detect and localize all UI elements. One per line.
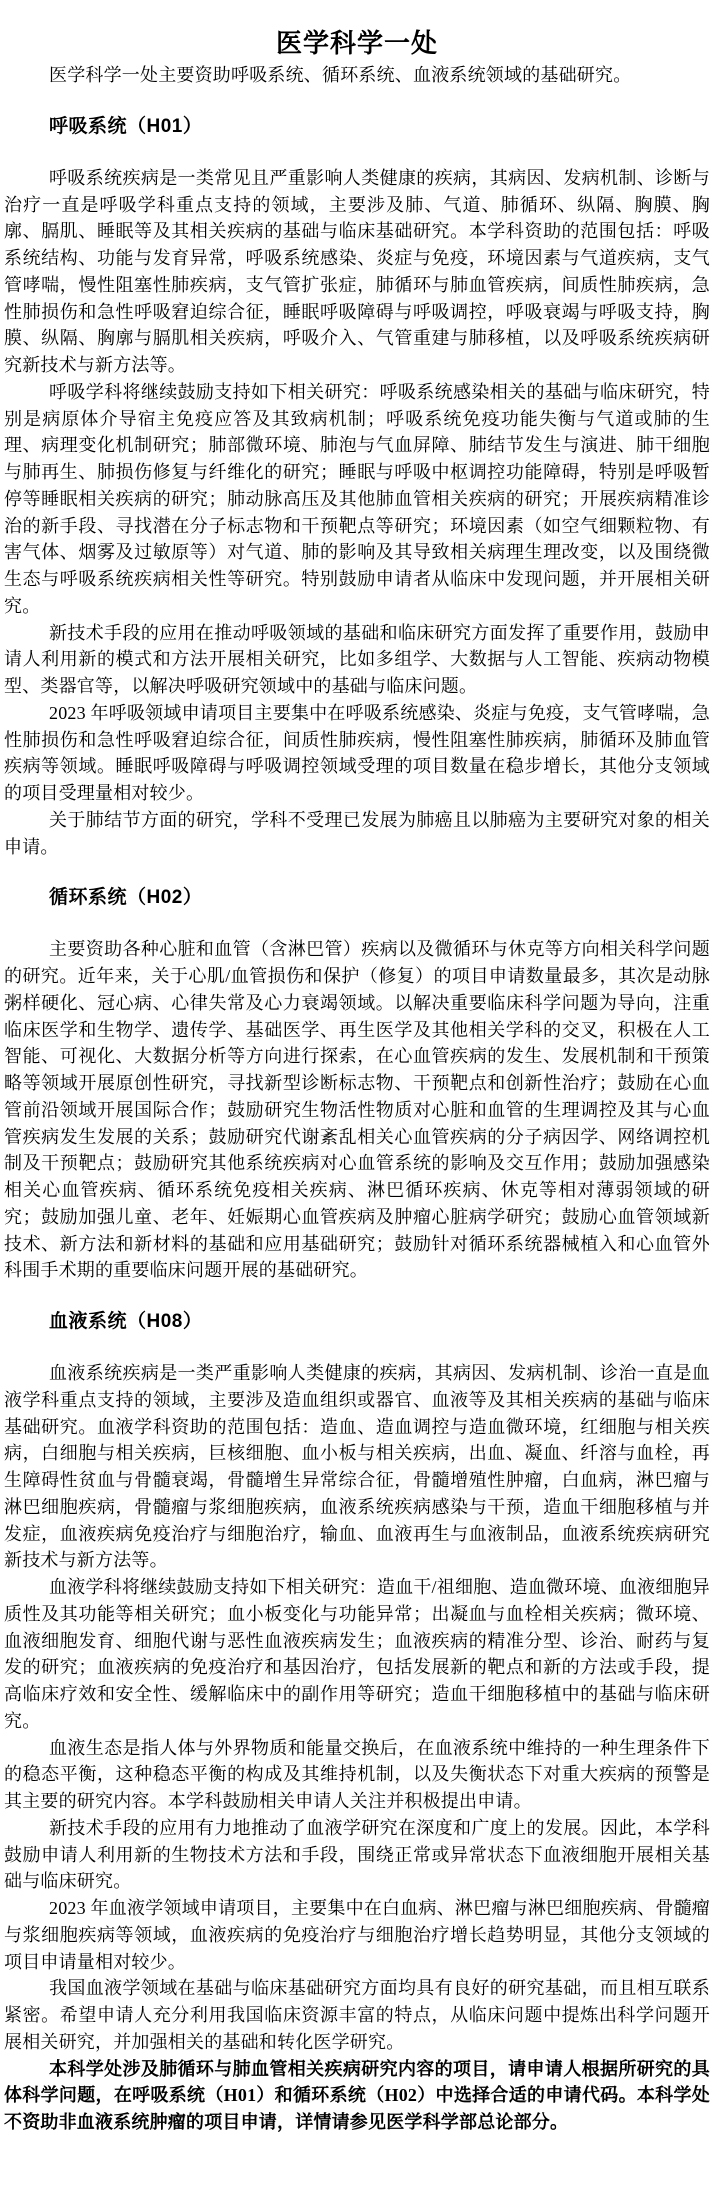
paragraph: 主要资助各种心脏和血管（含淋巴管）疾病以及微循环与休克等方向相关科学问题的研究。近年来，关于心肌/血管损伤和保护（修复）的项目申请数量最多，其次是动脉粥样硬化、冠心病、心律失常及心力衰竭领域。以解决重要临床科学问题为导向，注重临床医学和生物学、遗传学、基础医学、再生医学及其他相关学科的交叉，积极在人工智能、可视化、大数据分析等方向进行探索，在心血管疾病的发生、发展机制和干预策略等领域开展原创性研究，寻找新型诊断标志物、干预靶点和创新性治疗；鼓励在心血管前沿领域开展国际合作；鼓励研究生物活性物质对心脏和血管的生理调控及其与心血管疾病发生发展的关系；鼓励研究代谢紊乱相关心血管疾病的分子病因学、网络调控机制及干预靶点；鼓励研究其他系统疾病对心血管系统的影响及交互作用；鼓励加强感染相关心血管疾病、循环系统免疫相关疾病、淋巴循环疾病、休克等相对薄弱领域的研究；鼓励加强儿童、老年、妊娠期心血管疾病及肿瘤心脏病学研究；鼓励心血管领域新技术、新方法和新材料的基础和应用基础研究；鼓励针对循环系统器械植入和心血管外科围手术期的重要临床问题开展的基础研究。: [4, 939, 710, 1281]
section-heading-blood: 血液系统（H08）: [49, 1311, 203, 1332]
paragraph: 血液系统疾病是一类严重影响人类健康的疾病，其病因、发病机制、诊治一直是血液学科重点支持的领域，主要涉及造血组织或器官、血液等及其相关疾病的基础与临床基础研究。血液学科资助的范围包括：造血、造血调控与造血微环境，红细胞与相关疾病，白细胞与相关疾病，巨核细胞、血小板与相关疾病，出血、凝血、纤溶与血栓，再生障碍性贫血与骨髓衰竭，骨髓增生异常综合征，骨髓增殖性肿瘤，白血病，淋巴瘤与淋巴细胞疾病，骨髓瘤与浆细胞疾病，血液系统疾病感染与干预，造血干细胞移植与并发症，血液疾病免疫治疗与细胞治疗，输血、血液再生与血液制品，血液系统疾病研究新技术与新方法等。: [4, 1363, 710, 1571]
closing-note: 本科学处涉及肺循环与肺血管相关疾病研究内容的项目，请申请人根据所研究的具体科学问题，在呼吸系统（H01）和循环系统（H02）中选择合适的申请代码。本科学处不资助非血液系统肿瘤的项目申请，详情请参见医学科学部总论部分。: [4, 2058, 710, 2132]
intro-paragraph: 医学科学一处主要资助呼吸系统、循环系统、血液系统领域的基础研究。: [49, 65, 632, 85]
paragraph: 呼吸学科将继续鼓励支持如下相关研究：呼吸系统感染相关的基础与临床研究，特别是病原体介导宿主免疫应答及其致病机制；呼吸系统免疫功能失衡与气道或肺的生理、病理变化机制研究；肺部微环境、肺泡与气血屏障、肺结节发生与演进、肺干细胞与肺再生、肺损伤修复与纤维化的研究；睡眠与呼吸中枢调控功能障碍，特别是呼吸暂停等睡眠相关疾病的研究；肺动脉高压及其他肺血管相关疾病的研究；开展疾病精准诊治的新手段、寻找潜在分子标志物和干预靶点等研究；环境因素（如空气细颗粒物、有害气体、烟雾及过敏原等）对气道、肺的影响及其导致相关病理生理改变，以及围绕微生态与呼吸系统疾病相关性等研究。特别鼓励申请者从临床中发现问题，并开展相关研究。: [4, 381, 710, 616]
paragraph: 2023 年血液学领域申请项目，主要集中在白血病、淋巴瘤与淋巴细胞疾病、骨髓瘤与浆细胞疾病等领域，血液疾病的免疫治疗与细胞治疗增长趋势明显，其他分支领域的项目申请量相对较少。: [4, 1898, 710, 1972]
paragraph: 新技术手段的应用在推动呼吸领域的基础和临床研究方面发挥了重要作用，鼓励申请人利用新的模式和方法开展相关研究，比如多组学、大数据与人工智能、疾病动物模型、类器官等，以解决呼吸研究领域中的基础与临床问题。: [4, 622, 710, 696]
paragraph: 血液学科将继续鼓励支持如下相关研究：造血干/祖细胞、造血微环境、血液细胞异质性及其功能等相关研究；血小板变化与功能异常；出凝血与血栓相关疾病；微环境、血液细胞发育、细胞代谢与恶性血液疾病发生；血液疾病的精准分型、诊治、耐药与复发的研究；血液疾病的免疫治疗和基因治疗，包括发展新的靶点和新的方法或手段，提高临床疗效和安全性、缓解临床中的副作用等研究；造血干细胞移植中的基础与临床研究。: [4, 1577, 710, 1731]
doc-title: 医学科学一处: [275, 28, 438, 58]
paragraph: 血液生态是指人体与外界物质和能量交换后，在血液系统中维持的一种生理条件下的稳态平衡，这种稳态平衡的构成及其维持机制，以及失衡状态下对重大疾病的预警是其主要的研究内容。本学科鼓励相关申请人关注并积极提出申请。: [4, 1737, 710, 1811]
section-heading-circulatory: 循环系统（H02）: [49, 887, 203, 909]
paragraph: 我国血液学领域在基础与临床基础研究方面均具有良好的研究基础，而且相互联系紧密。希望申请人充分利用我国临床资源丰富的特点，从临床问题中提炼出科学问题开展相关研究，并加强相关的基础和转化医学研究。: [4, 1978, 710, 2052]
paragraph: 关于肺结节方面的研究，学科不受理已发展为肺癌且以肺癌为主要研究对象的相关申请。: [4, 809, 710, 857]
paragraph: 呼吸系统疾病是一类常见且严重影响人类健康的疾病，其病因、发病机制、诊断与治疗一直是呼吸学科重点支持的领域，主要涉及肺、气道、肺循环、纵隔、胸膜、胸廓、膈肌、睡眠等及其相关疾病的基础与临床基础研究。本学科资助的范围包括：呼吸系统结构、功能与发育异常，呼吸系统感染、炎症与免疫，环境因素与气道疾病，支气管哮喘，慢性阻塞性肺疾病，支气管扩张症，肺循环与肺血管疾病，间质性肺疾病，急性肺损伤和急性呼吸窘迫综合征，睡眠呼吸障碍与呼吸调控，呼吸衰竭与呼吸支持，胸膜、纵隔、胸廓与膈肌相关疾病，呼吸介入、气管重建与肺移植，以及呼吸系统疾病研究新技术与新方法等。: [4, 167, 710, 375]
paragraph: 新技术手段的应用有力地推动了血液学研究在深度和广度上的发展。因此，本学科鼓励申请人利用新的生物技术方法和手段，围绕正常或异常状态下血液细胞开展相关基础与临床研究。: [4, 1817, 710, 1892]
section-heading-respiratory: 呼吸系统（H01）: [49, 115, 203, 137]
paragraph: 2023 年呼吸领域申请项目主要集中在呼吸系统感染、炎症与免疫，支气管哮喘，急性肺损伤和急性呼吸窘迫综合征，间质性肺疾病，慢性阻塞性肺疾病，肺循环及肺血管疾病等领域。睡眠呼吸障碍与呼吸调控领域受理的项目数量在稳步增长，其他分支领域的项目受理量相对较少。: [4, 702, 710, 803]
